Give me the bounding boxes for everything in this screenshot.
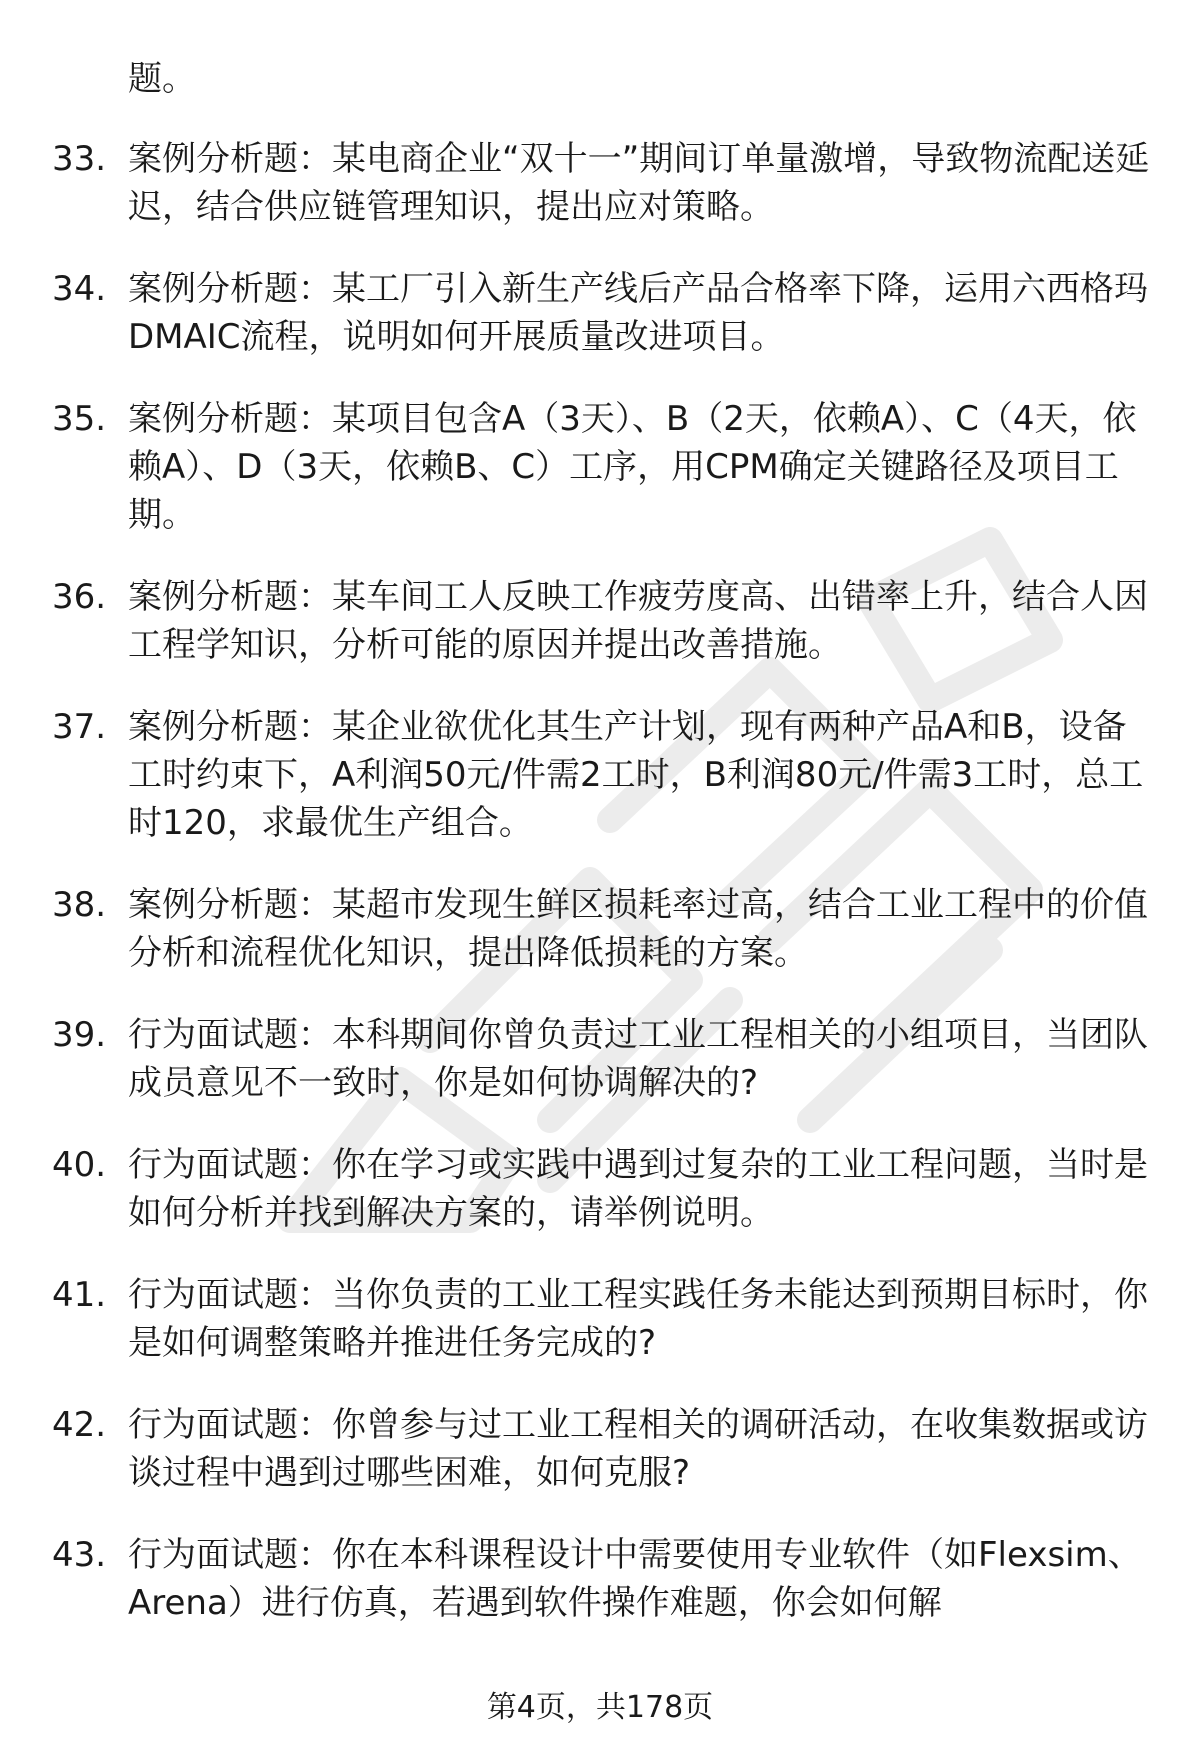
question-item-34: [0, 265, 1200, 361]
question-item-43: [0, 1531, 1200, 1627]
question-text: 案例分析题：某企业欲优化其生产计划，现有两种产品A和B，设备工时约束下，A利润50元/件需2工时，B利润80元/件需3工时，总工时120，求最优生产组合。: [128, 707, 1144, 843]
question-text: 行为面试题：你在学习或实践中遇到过复杂的工业工程问题，当时是如何分析并找到解决方案的，请举例说明。: [128, 1145, 1148, 1233]
question-text: 案例分析题：某超市发现生鲜区损耗率过高，结合工业工程中的价值分析和流程优化知识，提出降低损耗的方案。: [128, 885, 1148, 973]
question-item-39: [0, 1011, 1200, 1107]
question-number: 42.: [52, 1405, 107, 1445]
question-number: 37.: [52, 707, 107, 747]
question-list: [0, 135, 1200, 1661]
question-text: 案例分析题：某工厂引入新生产线后产品合格率下降，运用六西格玛DMAIC流程，说明如何开展质量改进项目。: [128, 269, 1148, 357]
question-number: 38.: [52, 885, 107, 925]
question-number: 43.: [52, 1535, 107, 1575]
question-text: 行为面试题：本科期间你曾负责过工业工程相关的小组项目，当团队成员意见不一致时，你是如何协调解决的?: [128, 1015, 1148, 1103]
question-number: 39.: [52, 1015, 107, 1055]
question-text: 案例分析题：某车间工人反映工作疲劳度高、出错率上升，结合人因工程学知识，分析可能的原因并提出改善措施。: [128, 577, 1148, 665]
question-item-36: [0, 573, 1200, 669]
question-text: 案例分析题：某电商企业“双十一”期间订单量激增，导致物流配送延迟，结合供应链管理知识，提出应对策略。: [128, 139, 1150, 227]
question-text: 行为面试题：你曾参与过工业工程相关的调研活动，在收集数据或访谈过程中遇到过哪些困难，如何克服?: [128, 1405, 1148, 1493]
question-item-42: [0, 1401, 1200, 1497]
question-text: 案例分析题：某项目包含A（3天）、B（2天，依赖A）、C（4天，依赖A）、D（3天，依赖B、C）工序，用CPM确定关键路径及项目工期。: [128, 399, 1137, 535]
question-number: 40.: [52, 1145, 107, 1185]
question-number: 36.: [52, 577, 107, 617]
page-indicator: 第4页，共178页: [486, 1690, 714, 1725]
question-text: 行为面试题：当你负责的工业工程实践任务未能达到预期目标时，你是如何调整策略并推进任务完成的?: [128, 1275, 1148, 1363]
question-number: 34.: [52, 269, 107, 309]
question-item-37: [0, 703, 1200, 847]
question-text: 行为面试题：你在本科课程设计中需要使用专业软件（如Flexsim、Arena）进行仿真，若遇到软件操作难题，你会如何解: [128, 1535, 1142, 1623]
question-item-35: [0, 395, 1200, 539]
question-item-41: [0, 1271, 1200, 1367]
question-number: 33.: [52, 139, 107, 179]
question-number: 41.: [52, 1275, 107, 1315]
question-item-33: [0, 135, 1200, 231]
carryover-text: 题。: [128, 59, 196, 99]
question-item-40: [0, 1141, 1200, 1237]
question-item-38: [0, 881, 1200, 977]
question-number: 35.: [52, 399, 107, 439]
page-footer: [0, 1688, 1200, 1728]
